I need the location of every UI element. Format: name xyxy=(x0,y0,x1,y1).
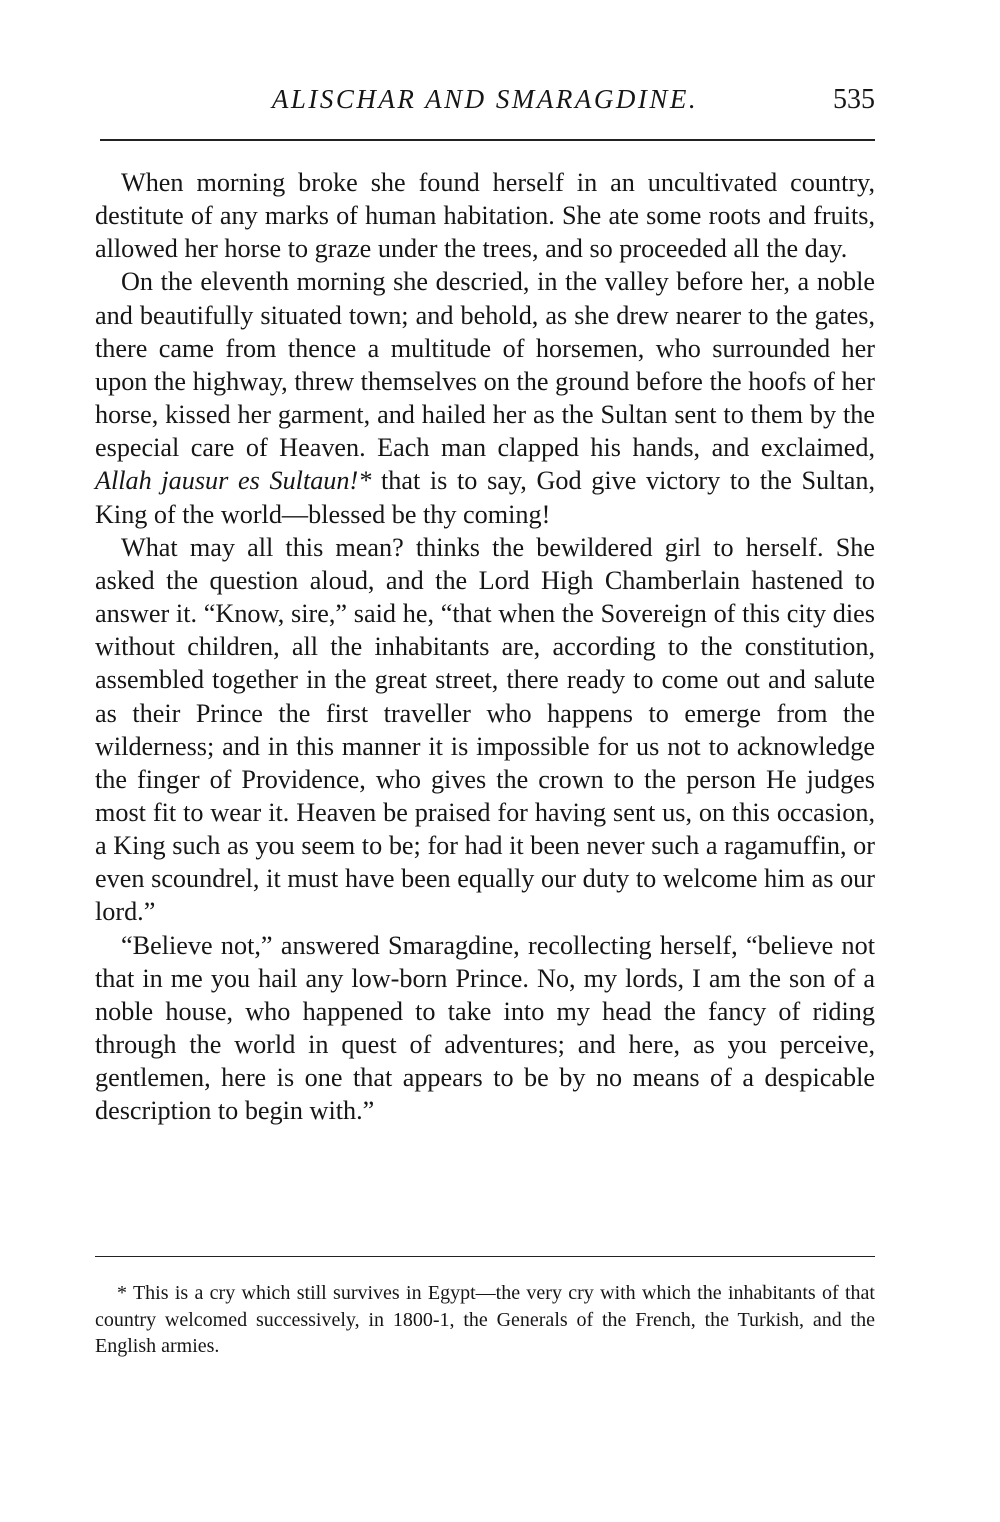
paragraph-1: When morning broke she found herself in an uncultivated country, destitute of any marks of human habitation. She ate some roots and fruits, allowed her horse to graze under the trees, and so proceeded all the day. xyxy=(95,168,875,264)
paragraph-3: What may all this mean? thinks the bewildered girl to herself. She asked the question aloud, and the Lord High Chamberlain hastened to answer it. “Know, sire,” said he, “that when the Sovereign of this city dies without children, all the inhabitants are, according to the constitution, assembled together in the great street, there ready to come out and salute as their Prince the first traveller who happens to emerge from the wilderness; and in this manner it is impossible for us not to acknowledge the finger of Providence, who gives the crown to the person He judges most fit to wear it. Heaven be praised for having sent us, on this occasion, a King such as you seem to be; for had it been never such a ragamuffin, or even scoundrel, it must have been equally our duty to welcome him as our lord.” xyxy=(95,532,875,927)
page-number: 535 xyxy=(833,84,875,115)
running-head xyxy=(95,84,875,124)
body-text xyxy=(95,166,875,1128)
footnote: * This is a cry which still survives in Egypt—the very cry with which the inhabitants of that country welcomed successively, in 1800-1, the Generals of the French, the Turkish, and the English armies. xyxy=(95,1282,875,1357)
footnote-rule xyxy=(95,1256,875,1257)
paragraph-2-text-end: that is to say, God give victory to the Sultan, King of the world—blessed be thy coming! xyxy=(95,466,875,529)
paragraph-4: “Believe not,” answered Smaragdine, recollecting herself, “believe not that in me you hail any low-born Prince. No, my lords, I am the son of a noble house, who happened to take into my head the fancy of riding through the world in quest of adventures; and here, as you perceive, gentlemen, here is one that appears to be by no means of a despicable description to begin with.” xyxy=(95,930,875,1126)
paragraph-2-text-start: On the eleventh morning she descried, in the valley before her, a noble and beautifully situated town; and behold, as she drew nearer to the gates, there came from thence a multitude of horsemen, who surrounded her upon the highway, threw themselves on the ground before the hoofs of her horse, kissed her garment, and hailed her as the Sultan sent to them by the especial care of Heaven. Each man clapped his hands, and exclaimed, xyxy=(95,267,875,463)
header-rule xyxy=(100,139,875,141)
running-title: ALISCHAR AND SMARAGDINE. xyxy=(271,84,699,114)
paragraph-2-italic-exclamation: Allah jausur es Sultaun!* xyxy=(95,466,372,496)
paragraph-2 xyxy=(95,265,875,530)
